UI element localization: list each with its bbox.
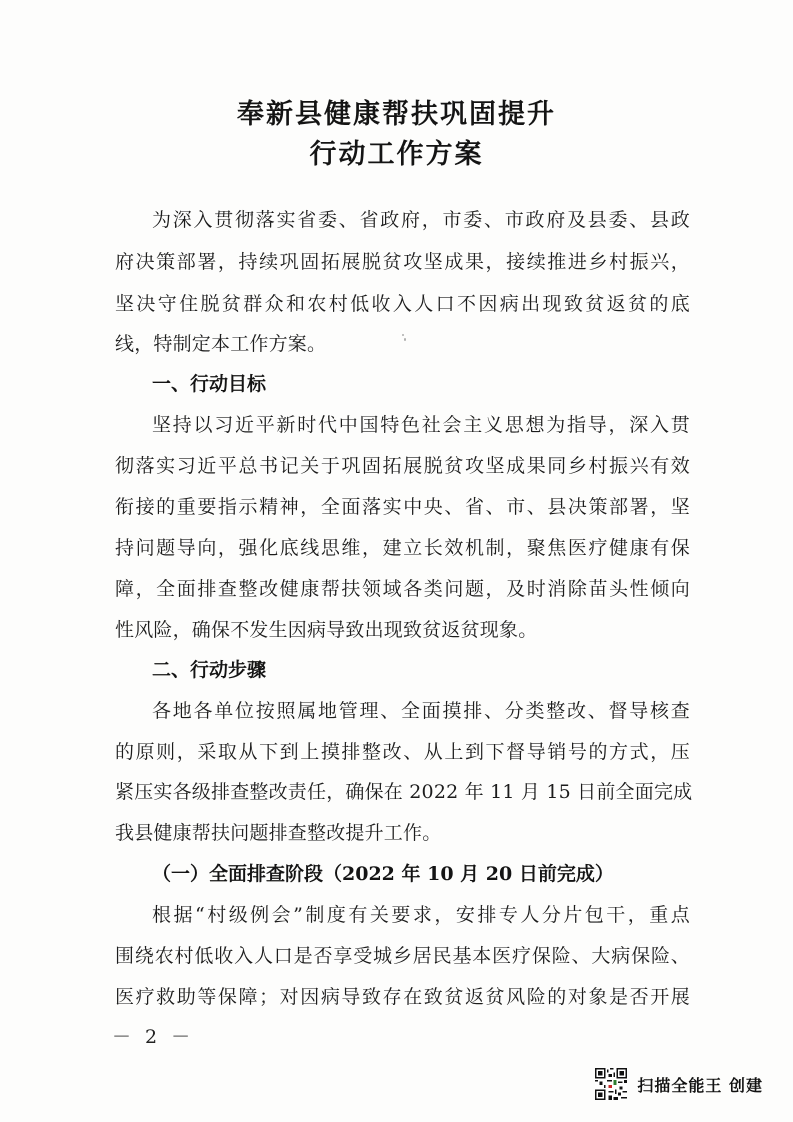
page-number: － 2 － — [112, 1026, 195, 1048]
section-1-line: 障，全面排查整改健康帮扶领域各类问题，及时消除苗头性倾向 — [115, 578, 690, 600]
document-title-line-1: 奉新县健康帮扶巩固提升 — [237, 99, 556, 130]
document-title-line-2: 行动工作方案 — [309, 139, 484, 170]
section-1-heading: 一、行动目标 — [152, 373, 267, 395]
section-1-line: 坚持以习近平新时代中国特色社会主义思想为指导，深入贯 — [152, 414, 690, 436]
intro-line: 坚决守住脱贫群众和农村低收入人口不因病出现致贫返贫的底 — [115, 293, 690, 315]
section-1-line: 持问题导向，强化底线思维，建立长效机制，聚焦医疗健康有保 — [115, 537, 690, 559]
section-2-line: 各地各单位按照属地管理、全面摸排、分类整改、督导核查 — [152, 700, 690, 722]
subsection-1-line: 根据“村级例会”制度有关要求，安排专人分片包干，重点 — [152, 904, 690, 926]
scanner-app-label: 扫描全能王 创建 — [637, 1075, 763, 1095]
section-2-heading: 二、行动步骤 — [152, 659, 267, 681]
section-1-line: 彻落实习近平总书记关于巩固拓展脱贫攻坚成果同乡村振兴有效 — [115, 455, 690, 477]
section-2-line: 的原则，采取从下到上摸排整改、从上到下督导销号的方式，压 — [115, 741, 690, 763]
intro-line: 府决策部署，持续巩固拓展脱贫攻坚成果，接续推进乡村振兴， — [115, 251, 690, 273]
scanner-watermark — [595, 1068, 763, 1100]
qr-code-icon — [595, 1068, 627, 1100]
subsection-1-line: 医疗救助等保障；对因病导致存在致贫返贫风险的对象是否开展 — [115, 986, 690, 1008]
section-1-line: 性风险，确保不发生因病导致出现致贫返贫现象。 — [115, 619, 538, 641]
subsection-1-heading: （一）全面排查阶段（2022 年 10 月 20 日前完成） — [152, 863, 614, 885]
section-2-line: 我县健康帮扶问题排查整改提升工作。 — [115, 822, 442, 844]
intro-line: 线，特制定本工作方案。 — [115, 333, 327, 355]
intro-line: 为深入贯彻落实省委、省政府，市委、市政府及县委、县政 — [152, 209, 690, 231]
subsection-1-line: 围绕农村低收入人口是否享受城乡居民基本医疗保险、大病保险、 — [115, 945, 690, 967]
section-2-line: 紧压实各级排查整改责任，确保在 2022 年 11 月 15 日前全面完成 — [115, 781, 693, 803]
section-1-line: 衔接的重要指示精神，全面落实中央、省、市、县决策部署，坚 — [115, 496, 690, 518]
